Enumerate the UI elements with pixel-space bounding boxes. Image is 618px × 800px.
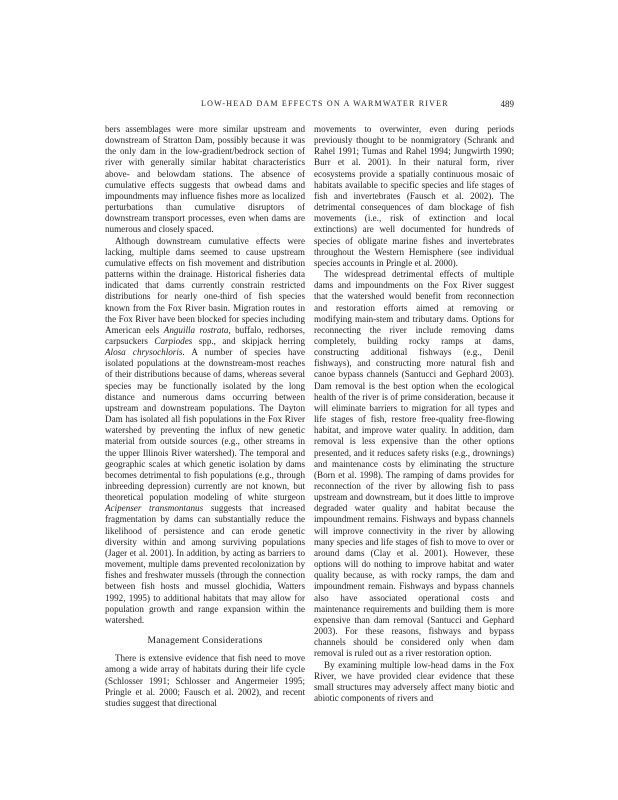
- paragraph-text: . A number of species have isolated populations at the downstream-most reaches of their distributions because of dams, whereas several species may be functionally isolated by the long distance and numerous dams occurring between upstream and downstream populations. The Dayton Dam has isolated all fish populations in the Fox River watershed by preventing the influx of new genetic material from outside sources (e.g., other streams in the upper Illinois River watershed). The temporal and geographic scales at which genetic isolation by dams becomes detrimental to fish populations (e.g., through inbreeding depression) currently are not known, but theoretical population modeling of white sturgeon: [105, 347, 306, 503]
- paragraph: There is extensive evidence that fish need to move among a wide array of habitats during their life cycle (Schlosser 1991; Schlosser and Angermeier 1995; Pringle et al. 2000; Fausch et al. 2002), and recent studies suggest that directional: [105, 653, 305, 708]
- running-header: [105, 99, 514, 113]
- paragraph-text: Although downstream cumulative effects were lacking, multiple dams seemed to cause upstream cumulative effects on fish movement and distribution patterns within the drainage. Historical fisheries data indicated that dams currently constrain restricted distributions for nearly one-third of fish species known from the Fox River basin. Migration routes in the Fox River have been blocked for species including American eels: [105, 235, 305, 335]
- paragraph-text: suggests that increased fragmentation by dams can substantially reduce the likelihood of persistence and can erode genetic diversity within and among surviving populations (Jager et al. 2001). In addition, by acting as barriers to movement, multiple dams prevented recolonization by fishes and freshwater mussels (through the connection between fish hosts and mussel glochidia, Watters 1992, 1995) to additional habitats that may allow for population growth and range expansion within the watershed.: [105, 503, 305, 625]
- right-column: [314, 124, 514, 704]
- paragraph: [105, 236, 305, 626]
- species-name: Acipenser transmontanus: [105, 503, 204, 514]
- page-number: 489: [500, 99, 514, 109]
- paragraph-text: spp., and skipjack herring: [192, 335, 306, 346]
- section-heading: Management Considerations: [147, 635, 263, 647]
- species-name: Carpiodes: [154, 335, 193, 346]
- paragraph: By examining multiple low-head dams in the Fox River, we have provided clear evidence that these small structures may adversely affect many biotic and abiotic components of rivers and: [314, 659, 514, 703]
- paragraph: The widespread detrimental effects of multiple dams and impoundments on the Fox River suggest that the watershed would benefit from reconnection and restoration efforts aimed at removing or modifying main-stem and tributary dams. Options for reconnecting the river include removing dams completely, building rocky ramps at dams, constructing additional fishways (e.g., Denil fishways), and constructing more natural fish and canoe bypass channels (Santucci and Gephard 2003). Dam removal is the best option when the ecological health of the river is of prime consideration, because it will eliminate barriers to migration for all types and life stages of fish, restore free-quality free-flowing habitat, and improve water quality. In addition, dam removal is less expensive than the other options presented, and it reduces safety risks (e.g., drownings) and maintenance costs by eliminating the structure (Born et al. 1998). The ramping of dams provides for reconnection of the river by allowing fish to pass upstream and downstream, but it does little to improve degraded water quality and habitat because the impoundment remains. Fishways and bypass channels will improve connectivity in the river by allowing many species and life stages of fish to move to over or around dams (Clay et al. 2001). However, these options will do nothing to improve habitat and water quality because, as with rocky ramps, the dam and impoundment remain. Fishways and bypass channels also have associated operational costs and maintenance requirements and building them is more expensive than dam removal (Santucci and Gephard 2003). For these reasons, fishways and bypass channels should be considered only when dam removal is ruled out as a river restoration option.: [314, 269, 514, 659]
- running-title: LOW-HEAD DAM EFFECTS ON A WARMWATER RIVER: [201, 99, 449, 108]
- paragraph: bers assemblages were more similar upstream and downstream of Stratton Dam, possibly because it was the only dam in the low-gradient/bedrock section of river with generally similar habitat characteristics above- and belowdam stations. The absence of cumulative effects suggests that owbead dams and impoundments may influence fishes more as localized perturbations than cumulative disruptors of downstream transport processes, even when dams are numerous and closely spaced.: [105, 124, 305, 235]
- species-name: Anguilla rostrata: [163, 324, 229, 335]
- paragraph-text: , buffalo, redhorses, carpsuckers: [105, 324, 305, 346]
- left-column: [105, 124, 305, 709]
- species-name: Alosa chrysochloris: [105, 347, 183, 358]
- paragraph: movements to overwinter, even during periods previously thought to be nonmigratory (Schrank and Rahel 1991; Tumas and Rahel 1994; Jungwirth 1990; Burr et al. 2001). In their natural form, river ecosystems provide a spatially continuous mosaic of habitats available to specific species and life stages of fish and invertebrates (Fausch et al. 2002). The detrimental consequences of dam blockage of fish movements (i.e., risk of extinction and local extinctions) are well documented for hundreds of species of obligate marine fishes and invertebrates throughout the Western Hemisphere (see individual species accounts in Pringle et al. 2000).: [314, 124, 514, 268]
